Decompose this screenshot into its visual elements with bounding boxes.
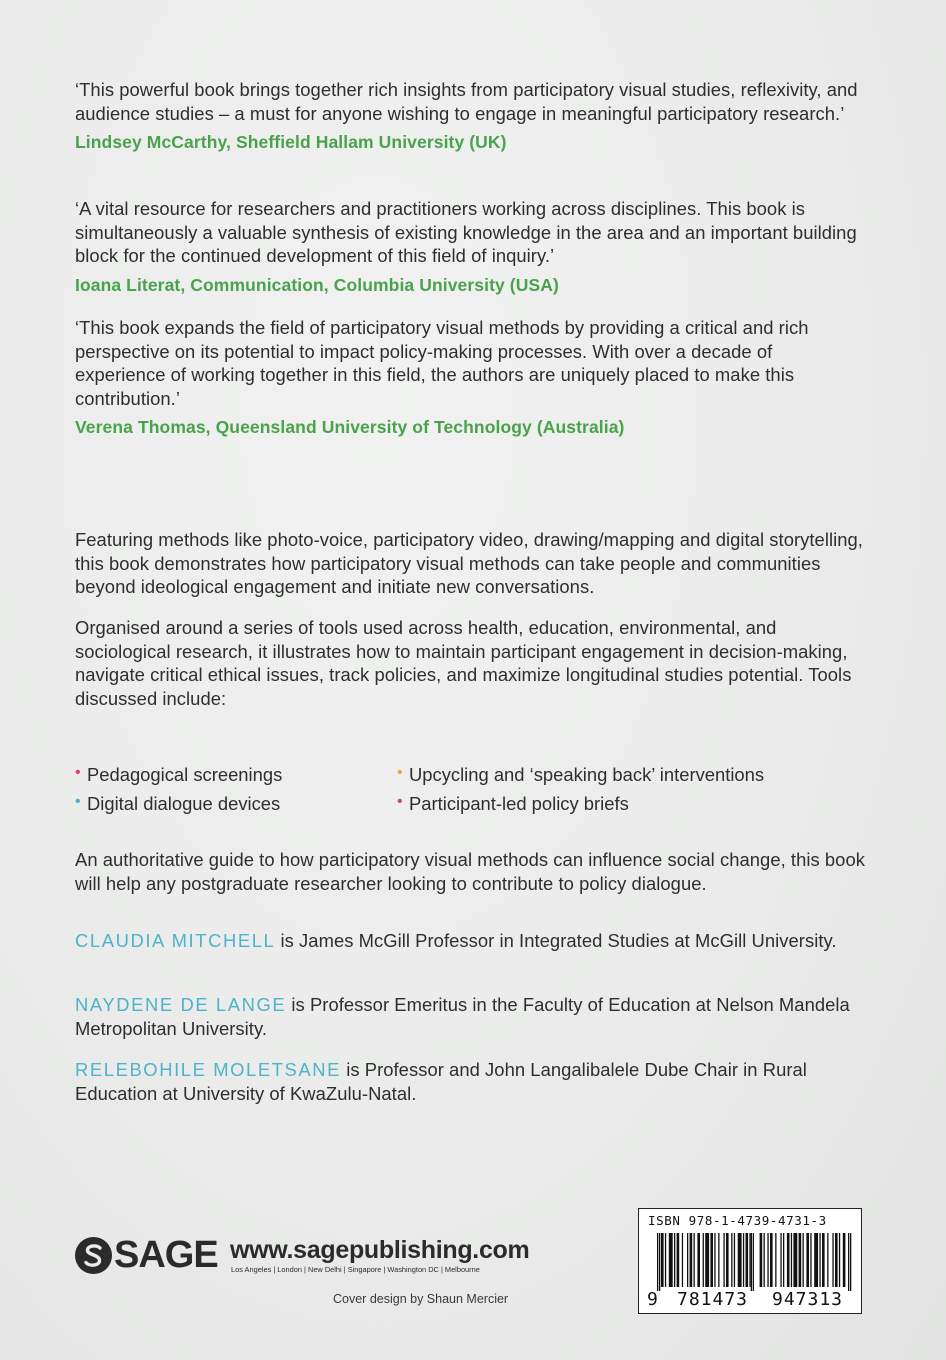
author-name: RELEBOHILE MOLETSANE (75, 1059, 342, 1080)
review-attribution: Verena Thomas, Queensland University of Technology (Australia) (75, 417, 625, 437)
author-bio-2 (75, 993, 865, 1040)
isbn-barcode (638, 1208, 862, 1314)
sage-logo (75, 1235, 218, 1275)
author-bio: is James McGill Professor in Integrated Studies at McGill University. (275, 930, 837, 951)
review-1 (75, 78, 865, 153)
list-item: • Digital dialogue devices (75, 792, 281, 814)
tools-list (75, 760, 835, 818)
barcode-digits-left: 781473 (676, 1289, 749, 1310)
author-bio: is Professor and John Langalibalele Dube Chair in Rural Education at University of KwaZulu-Natal. (75, 1059, 807, 1104)
review-quote: ‘This book expands the field of participatory visual methods by providing a critical and rich perspective on its potential to impact policy-making processes. With over a decade of experience of working together in this field, the authors are uniquely placed to make this contribution.’ (75, 317, 809, 409)
cover-design-credit: Cover design by Shaun Mercier (333, 1292, 509, 1306)
sage-s-icon (75, 1237, 112, 1274)
list-item: • Pedagogical screenings (75, 763, 283, 785)
description-paragraph-1: Featuring methods like photo-voice, participatory video, drawing/mapping and digital storytelling, this book demonstrates how participatory visual methods can take people and communities beyond ideological engagement and initiate new conversations. (75, 529, 863, 597)
author-bio: is Professor Emeritus in the Faculty of Education at Nelson Mandela Metropolitan University. (75, 994, 850, 1039)
bullet-dot-icon: • (397, 763, 403, 781)
publisher-url[interactable]: www.sagepublishing.com (230, 1236, 530, 1264)
description-paragraph-3: An authoritative guide to how participatory visual methods can influence social change, this book will help any postgraduate researcher looking to contribute to policy dialogue. (75, 849, 865, 894)
review-2 (75, 197, 865, 296)
bullet-dot-icon: • (397, 792, 403, 810)
description-paragraph-2: Organised around a series of tools used across health, education, environmental, and sociological research, it illustrates how to maintain participant engagement in decision-making, navigate critical ethical issues, track policies, and maximize longitudinal studies potential. Tools discussed include: (75, 617, 852, 709)
bullet-dot-icon: • (75, 763, 81, 781)
review-attribution: Ioana Literat, Communication, Columbia University (USA) (75, 274, 559, 295)
author-bio-1 (75, 929, 865, 953)
isbn-label: ISBN 978-1-4739-4731-3 (648, 1213, 827, 1228)
author-name: NAYDENE DE LANGE (75, 994, 287, 1015)
barcode-digit-lead: 9 (647, 1289, 658, 1310)
review-3 (75, 316, 865, 438)
review-quote: ‘A vital resource for researchers and practitioners working across disciplines. This book is simultaneously a valuable synthesis of existing knowledge in the area and an important building block for the continued development of this field of inquiry.’ (75, 198, 857, 266)
list-item: • Upcycling and ‘speaking back’ interventions (397, 763, 765, 785)
bullet-dot-icon: • (75, 792, 81, 810)
list-item: • Participant-led policy briefs (397, 792, 629, 814)
review-quote: ‘This powerful book brings together rich insights from participatory visual studies, reflexivity, and audience studies – a must for anyone wishing to engage in meaningful participatory research.’ (75, 79, 858, 124)
review-attribution: Lindsey McCarthy, Sheffield Hallam University (UK) (75, 132, 507, 152)
sage-wordmark: SAGE (114, 1234, 218, 1276)
author-name: CLAUDIA MITCHELL (75, 930, 276, 951)
author-bio-3 (75, 1058, 865, 1105)
publisher-cities: Los Angeles | London | New Delhi | Singapore | Washington DC | Melbourne (231, 1265, 480, 1274)
barcode-bars-icon (647, 1233, 855, 1291)
barcode-digits (647, 1289, 855, 1310)
barcode-digits-right: 947313 (771, 1289, 844, 1310)
